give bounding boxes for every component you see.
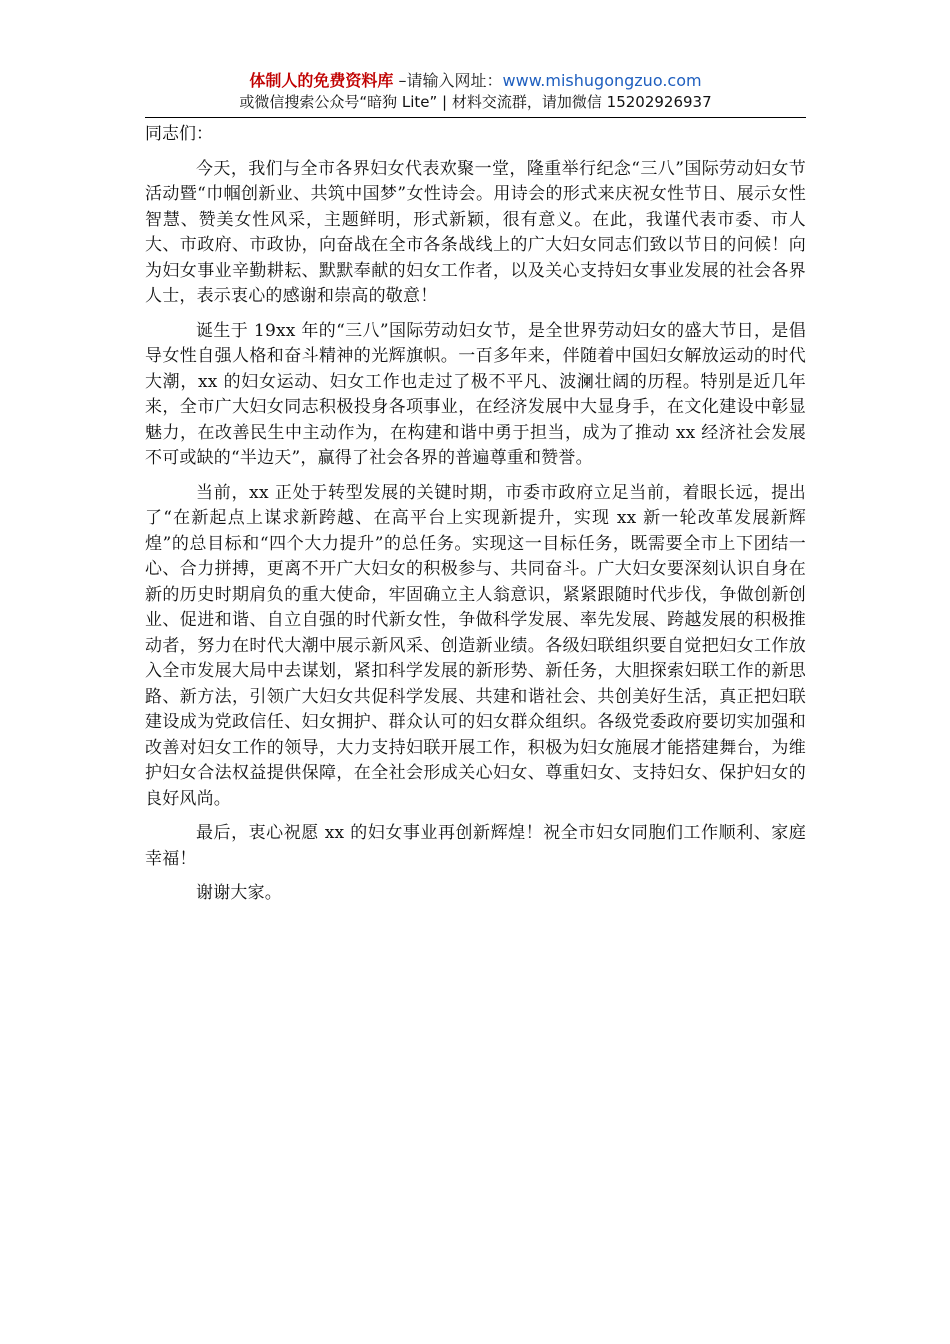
header-line-2: 或微信搜索公众号“暗狗 Lite” | 材料交流群，请加微信 15202926937 [239, 93, 712, 111]
header-brand: 体制人的免费资料库 [249, 71, 394, 90]
document-body [145, 122, 806, 916]
page-header [145, 70, 806, 113]
header-line-1 [145, 70, 806, 92]
paragraph-current-tasks: 当前，xx 正处于转型发展的关键时期，市委市政府立足当前，着眼长远，提出了“在新起点上谋求新跨越、在高平台上实现新提升，实现 xx 新一轮改革发展新辉煌”的总目标和“四个大力提升”的总任务。实现这一目标任务，既需要全市上下团结一心、合力拼搏，更离不开广大妇女的积极参与、共同奋斗。广大妇女要深刻认识自身在新的历史时期肩负的重大使命，牢固确立主人翁意识，紧紧跟随时代步伐，争做创新创业、促进和谐、自立自强的时代新女性，争做科学发展、率先发展、跨越发展的积极推动者，努力在时代大潮中展示新风采、创造新业绩。各级妇联组织要自觉把妇女工作放入全市发展大局中去谋划，紧扣科学发展的新形势、新任务，大胆探索妇联工作的新思路、新方法，引领广大妇女共促科学发展、共建和谐社会、共创美好生活，真正把妇联建设成为党政信任、妇女拥护、群众认可的妇女群众组织。各级党委政府要切实加强和改善对妇女工作的领导，大力支持妇联开展工作，积极为妇女施展才能搭建舞台，为维护妇女合法权益提供保障，在全社会形成关心妇女、尊重妇女、支持妇女、保护妇女的良好风尚。 [145, 482, 806, 809]
header-url-link[interactable]: www.mishugongzuo.com [502, 71, 702, 90]
header-prompt: –请输入网址： [393, 71, 503, 90]
paragraph-history: 诞生于 19xx 年的“三八”国际劳动妇女节，是全世界劳动妇女的盛大节日，是倡导女性自强人格和奋斗精神的光辉旗帜。一百多年来，伴随着中国妇女解放运动的时代大潮，xx 的妇女运动、妇女工作也走过了极不平凡、波澜壮阔的历程。特别是近几年来，全市广大妇女同志积极投身各项事业，在经济发展中大显身手，在文化建设中彰显魅力，在改善民生中主动作为，在构建和谐中勇于担当，成为了推动 xx 经济社会发展不可或缺的“半边天”，赢得了社会各界的普遍尊重和赞誉。 [145, 320, 806, 468]
paragraph-opening: 今天，我们与全市各界妇女代表欢聚一堂，隆重举行纪念“三八”国际劳动妇女节活动暨“巾帼创新业、共筑中国梦”女性诗会。用诗会的形式来庆祝女性节日、展示女性智慧、赞美女性风采，主题鲜明，形式新颖，很有意义。在此，我谨代表市委、市人大、市政府、市政协，向奋战在全市各条战线上的广大妇女同志们致以节日的问候！向为妇女事业辛勤耕耘、默默奉献的妇女工作者，以及关心支持妇女事业发展的社会各界人士，表示衷心的感谢和崇高的敬意！ [145, 158, 806, 306]
header-divider [145, 117, 806, 118]
salutation: 同志们： [145, 124, 213, 144]
paragraph-thanks: 谢谢大家。 [196, 883, 282, 903]
paragraph-closing-wishes: 最后，衷心祝愿 xx 的妇女事业再创新辉煌！祝全市妇女同胞们工作顺利、家庭幸福！ [145, 823, 806, 869]
